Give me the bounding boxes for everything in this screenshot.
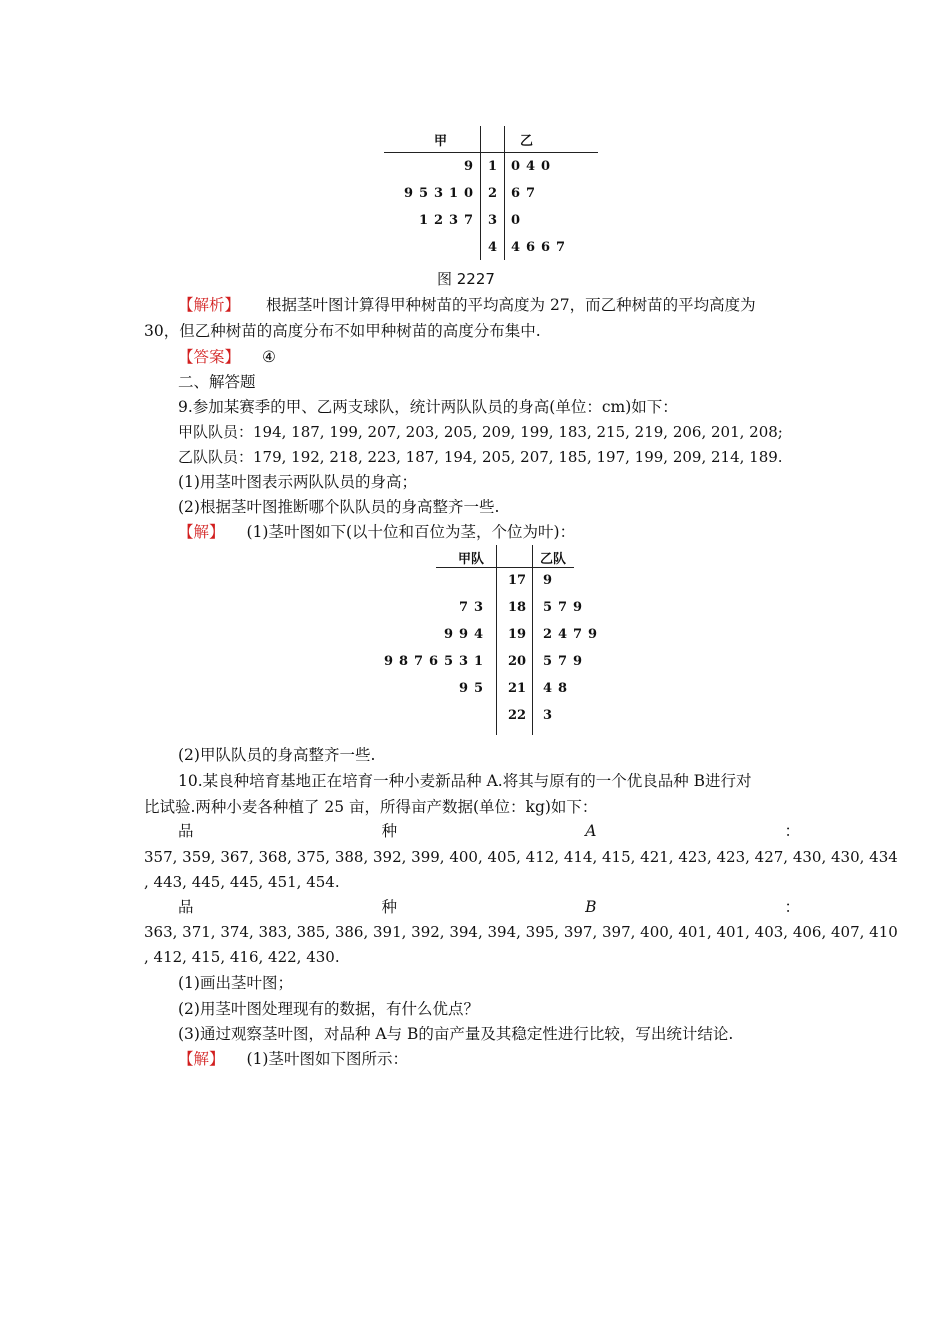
label-pin: 品 <box>178 822 194 840</box>
q10-solution-line <box>178 1048 408 1070</box>
leaf: 7 <box>557 600 568 615</box>
q9-solution-tag: 【解】 <box>178 523 225 541</box>
leaf: 3 <box>433 186 444 201</box>
leaf: 3 <box>542 708 553 723</box>
fig2-right-header: 乙队 <box>540 552 567 567</box>
stem-leaf-plot-1 <box>384 124 598 264</box>
stem: 22 <box>508 708 527 723</box>
leaf: 1 <box>448 186 459 201</box>
stem: 18 <box>508 600 527 615</box>
leaf: 5 <box>542 654 553 669</box>
label-colon: ： <box>784 822 800 840</box>
leaf: 7 <box>458 600 469 615</box>
leaf: 6 <box>428 654 439 669</box>
leaf: 7 <box>525 186 536 201</box>
right-leaves <box>508 213 523 228</box>
leaf: 0 <box>540 159 551 174</box>
stem: 21 <box>508 681 527 696</box>
leaf: 7 <box>413 654 424 669</box>
left-leaves <box>381 654 486 669</box>
leaf: 2 <box>542 627 553 642</box>
right-leaves <box>540 600 585 615</box>
leaf: 7 <box>557 654 568 669</box>
q10-line-1: 10.某良种培育基地正在培育一种小麦新品种 A.将其与原有的一个优良品种 B进行对 <box>178 772 752 790</box>
leaf: 6 <box>525 240 536 255</box>
q10-variety-b-data-1: 363, 371, 374, 383, 385, 386, 391, 392, 394, 394, 395, 397, 397, 400, 401, 401, 403, 406, 407, 410 <box>144 923 898 941</box>
analysis-tag: 【解析】 <box>178 296 241 314</box>
right-leaves <box>540 654 585 669</box>
leaf: 5 <box>418 186 429 201</box>
q10-variety-a-label <box>178 820 800 842</box>
fig1-divider-left <box>480 126 481 260</box>
stem: 3 <box>488 213 498 228</box>
q10-solution-text: (1)茎叶图如下图所示： <box>246 1050 408 1068</box>
leaf: 9 <box>458 627 469 642</box>
stem-leaf-plot-2 <box>380 545 608 735</box>
right-leaves <box>508 240 568 255</box>
stem: 1 <box>488 159 498 174</box>
right-leaves <box>508 159 553 174</box>
right-leaves <box>540 573 555 588</box>
leaf: 7 <box>463 213 474 228</box>
q10-solution-tag: 【解】 <box>178 1050 225 1068</box>
answer-tag: 【答案】 <box>178 348 241 366</box>
q10-part-3: (3)通过观察茎叶图，对品种 A与 B的亩产量及其稳定性进行比较，写出统计结论. <box>178 1025 734 1043</box>
left-leaves <box>461 159 476 174</box>
analysis-line-1 <box>178 294 756 316</box>
q9-solution-line <box>178 521 575 543</box>
fig2-divider-left <box>496 545 497 735</box>
stem: 2 <box>488 186 498 201</box>
leaf: 9 <box>463 159 474 174</box>
fig1-right-header: 乙 <box>520 134 534 149</box>
leaf: 9 <box>383 654 394 669</box>
leaf: 4 <box>510 240 521 255</box>
leaf: 9 <box>443 627 454 642</box>
fig2-header-rule <box>436 567 574 568</box>
leaf: 9 <box>587 627 598 642</box>
fig2-left-header: 甲队 <box>458 552 485 567</box>
leaf: 3 <box>448 213 459 228</box>
q10-line-2: 比试验.两种小麦各种植了 25 亩，所得亩产数据(单位：kg)如下： <box>144 798 598 816</box>
fig1-caption: 图 2227 <box>437 270 495 288</box>
q10-variety-a-data-1: 357, 359, 367, 368, 375, 388, 392, 399, 400, 405, 412, 414, 415, 421, 423, 423, 427, 430, 430, 434 <box>144 848 898 866</box>
leaf: 9 <box>458 681 469 696</box>
leaf: 6 <box>510 186 521 201</box>
label-zhong: 种 <box>381 898 398 916</box>
leaf: 9 <box>542 573 553 588</box>
q10-variety-b-label <box>178 896 800 918</box>
label-colon: ： <box>784 898 800 916</box>
q10-variety-b-data-2: , 412, 415, 416, 422, 430. <box>144 948 340 966</box>
fig1-divider-right <box>504 126 505 260</box>
leaf: 8 <box>398 654 409 669</box>
q10-part-2: (2)用茎叶图处理现有的数据，有什么优点？ <box>178 1000 479 1018</box>
stem: 4 <box>488 240 498 255</box>
leaf: 3 <box>458 654 469 669</box>
leaf: 0 <box>510 159 521 174</box>
q9-team-a: 甲队队员：194, 187, 199, 207, 203, 205, 209, 199, 183, 215, 219, 206, 201, 208; <box>178 423 783 441</box>
leaf: 7 <box>555 240 566 255</box>
left-leaves <box>401 186 476 201</box>
leaf: 4 <box>557 627 568 642</box>
leaf: 9 <box>403 186 414 201</box>
stem: 20 <box>508 654 527 669</box>
leaf: 4 <box>525 159 536 174</box>
left-leaves <box>416 213 476 228</box>
q9-part-1: (1)用茎叶图表示两队队员的身高； <box>178 473 417 491</box>
analysis-line-2: 30，但乙种树苗的高度分布不如甲种树苗的高度分布集中. <box>144 322 541 340</box>
q9-team-b: 乙队队员：179, 192, 218, 223, 187, 194, 205, 207, 185, 197, 199, 209, 214, 189. <box>178 448 783 466</box>
left-leaves <box>441 627 486 642</box>
leaf: 0 <box>463 186 474 201</box>
fig2-divider-right <box>532 545 533 735</box>
label-variety-a: A <box>585 822 597 840</box>
q10-variety-a-data-2: , 443, 445, 445, 451, 454. <box>144 873 340 891</box>
leaf: 1 <box>473 654 484 669</box>
right-leaves <box>540 681 570 696</box>
q9-part-2: (2)根据茎叶图推断哪个队队员的身高整齐一些. <box>178 498 500 516</box>
right-leaves <box>540 627 600 642</box>
leaf: 5 <box>443 654 454 669</box>
q9-solution-2: (2)甲队队员的身高整齐一些. <box>178 746 376 764</box>
fig1-header-rule <box>384 152 598 153</box>
leaf: 0 <box>510 213 521 228</box>
leaf: 9 <box>572 600 583 615</box>
leaf: 6 <box>540 240 551 255</box>
right-leaves <box>508 186 538 201</box>
fig1-left-header: 甲 <box>434 134 448 149</box>
label-variety-b: B <box>585 898 597 916</box>
analysis-text-1: 根据茎叶图计算得甲种树苗的平均高度为 27，而乙种树苗的平均高度为 <box>266 296 756 314</box>
answer-line <box>178 346 276 368</box>
leaf: 7 <box>572 627 583 642</box>
leaf: 1 <box>418 213 429 228</box>
leaf: 5 <box>542 600 553 615</box>
q9-solution-text: (1)茎叶图如下(以十位和百位为茎，个位为叶)： <box>246 523 576 541</box>
leaf: 9 <box>572 654 583 669</box>
left-leaves <box>456 681 486 696</box>
label-pin: 品 <box>178 898 194 916</box>
q10-part-1: (1)画出茎叶图； <box>178 974 293 992</box>
section-heading: 二、解答题 <box>178 373 256 391</box>
leaf: 4 <box>473 627 484 642</box>
stem: 19 <box>508 627 527 642</box>
stem: 17 <box>508 573 527 588</box>
leaf: 4 <box>542 681 553 696</box>
left-leaves <box>456 600 486 615</box>
answer-value: ④ <box>262 348 276 366</box>
leaf: 5 <box>473 681 484 696</box>
right-leaves <box>540 708 555 723</box>
label-zhong: 种 <box>381 822 398 840</box>
leaf: 2 <box>433 213 444 228</box>
leaf: 3 <box>473 600 484 615</box>
leaf: 8 <box>557 681 568 696</box>
q9-stem: 9.参加某赛季的甲、乙两支球队，统计两队队员的身高(单位：cm)如下： <box>178 398 678 416</box>
